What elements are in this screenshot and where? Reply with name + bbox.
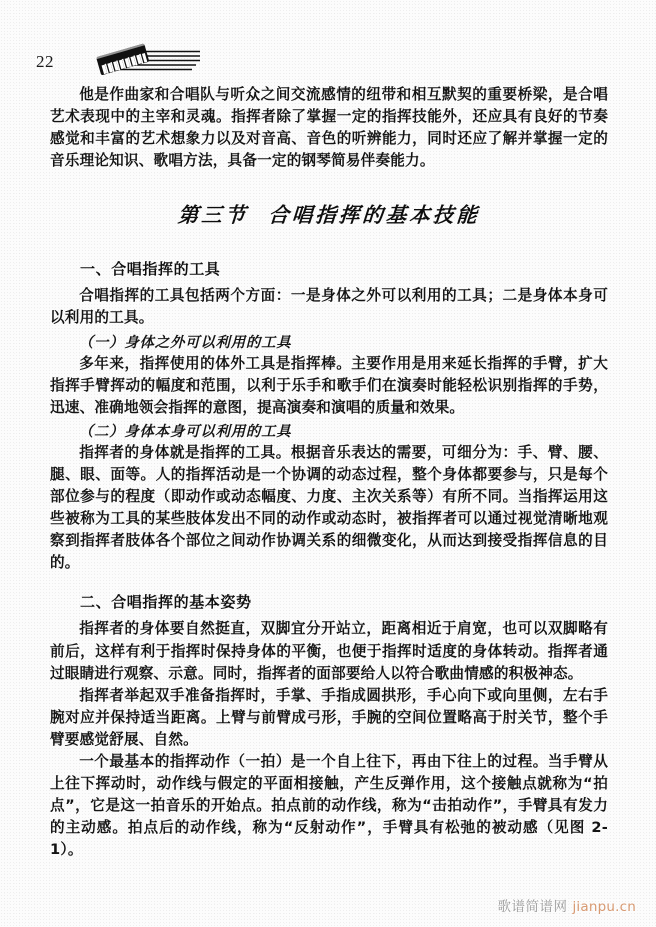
kai-heading-2: （二）身体本身可以利用的工具 [78,422,292,440]
subsection-heading-2: 二、合唱指挥的基本姿势 [80,593,252,612]
subsection-2-paragraph-3: 一个最基本的指挥动作（一拍）是一个自上往下，再由下往上的过程。当手臂从上往下挥动时，动作线与假定的平面相接触，产生反弹作用，这个接触点就称为“拍点”，它是这一拍音乐的开始点。拍点前的动作线，称为“击拍动作”，手臂具有发力的主动感。拍点后的动作线，称为“反射动作”，手臂具有松弛的被动感（见图 2-1）。 [50,752,608,859]
subsection-heading-1: 一、合唱指挥的工具 [80,260,221,279]
page-body [50,84,608,861]
section-title-text: 合唱指挥的基本技能 [267,203,481,228]
page-number: 22 [36,52,54,71]
subsection-1-paragraph-1: 合唱指挥的工具包括两个方面：一是身体之外可以利用的工具；二是身体本身可以利用的工具。 [50,287,608,327]
page-header [0,38,656,80]
piano-keyboard-staff-ornament-icon [96,38,208,78]
subsection-2-paragraph-2: 指挥者举起双手准备指挥时，手掌、手指成圆拱形，手心向下或向里侧，左右手腕对应并保持适当距离。上臂与前臂成弓形，手腕的空间位置略高于肘关节，整个手臂要感觉舒展、自然。 [50,686,608,748]
watermark-domain: jianpu.cn [572,899,636,915]
section-title [49,198,609,228]
kai-heading-1: （一）身体之外可以利用的工具 [78,333,292,351]
site-watermark [497,895,636,915]
subsection-2-paragraph-1: 指挥者的身体要自然挺直，双脚宜分开站立，距离相近于肩宽，也可以双脚略有前后，这样有利于指挥时保持身体的平衡，也便于指挥时适度的身体转动。指挥者通过眼睛进行观察、示意。同时，指挥者的面部要给人以符合歌曲情感的积极神态。 [50,620,608,682]
kai-group-2-paragraph: 指挥者的身体就是指挥的工具。根据音乐表达的需要，可细分为：手、臂、腰、腿、眼、面等。人的指挥活动是一个协调的动态过程，整个身体都要参与，只是每个部位参与的程度（即动作或动态幅度、力度、主次关系等）有所不同。当指挥运用这些被称为工具的某些肢体发出不同的动作或动态时，被指挥者可以通过视觉清晰地观察到指挥者肢体各个部位之间动作协调关系的细微变化，从而达到接受指挥信息的目的。 [50,443,608,572]
intro-paragraph: 他是作曲家和合唱队与听众之间交流感情的纽带和相互默契的重要桥梁，是合唱艺术表现中的主宰和灵魂。指挥者除了掌握一定的指挥技能外，还应具有良好的节奏感觉和丰富的艺术想象力以及对音高、音色的听辨能力，同时还应了解并掌握一定的音乐理论知识、歌唱方法，具备一定的钢琴简易伴奏能力。 [50,86,608,170]
kai-group-1-paragraph: 多年来，指挥使用的体外工具是指挥棒。主要作用是用来延长指挥的手臂，扩大指挥手臂挥动的幅度和范围，以利于乐手和歌手们在演奏时能轻松识别指挥的手势，迅速、准确地领会指挥的意图，提高演奏和演唱的质量和效果。 [50,354,608,416]
section-title-number: 第三节 [177,203,250,228]
watermark-chinese: 歌谱简谱网 [497,899,568,915]
